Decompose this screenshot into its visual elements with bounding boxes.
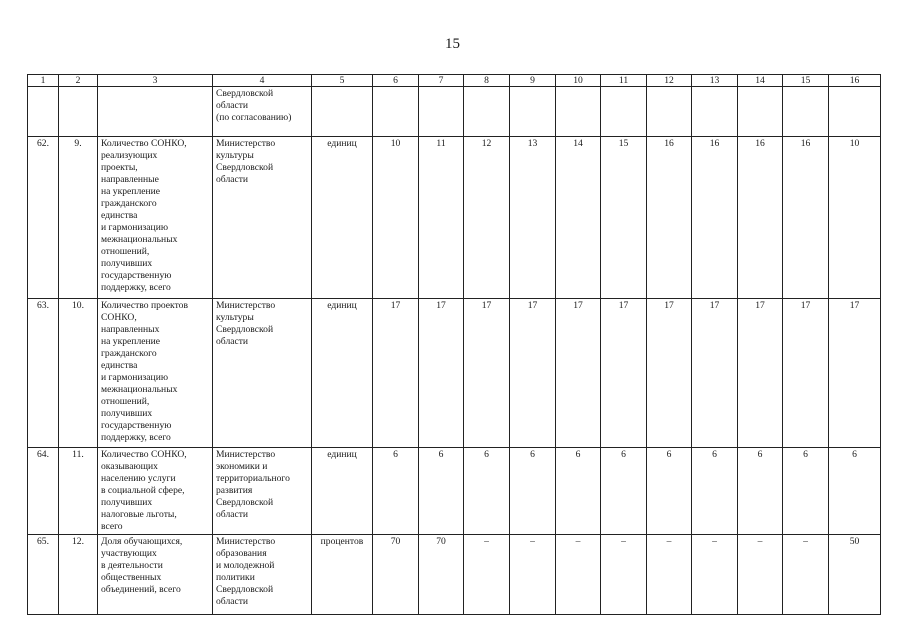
table-row xyxy=(28,137,881,299)
column-number-header: 14 xyxy=(738,75,783,87)
cell-name: Доля обучающихся, участвующих в деятельности общественных объединений, всего xyxy=(98,535,213,615)
cell-value: 15 xyxy=(601,137,647,299)
cell-value xyxy=(647,87,692,137)
cell-value: 17 xyxy=(419,299,464,448)
cell-value xyxy=(738,87,783,137)
cell-value: 17 xyxy=(647,299,692,448)
cell-value: – xyxy=(601,535,647,615)
column-number-header: 8 xyxy=(464,75,510,87)
cell-value: – xyxy=(464,535,510,615)
column-number-header: 10 xyxy=(556,75,601,87)
column-number-header: 11 xyxy=(601,75,647,87)
column-number-header: 12 xyxy=(647,75,692,87)
cell-value xyxy=(464,87,510,137)
column-number-header: 5 xyxy=(312,75,373,87)
cell-num: 64. xyxy=(28,448,59,535)
cell-num: 63. xyxy=(28,299,59,448)
cell-value: 6 xyxy=(464,448,510,535)
cell-responsible: Министерство культуры Свердловской области xyxy=(213,299,312,448)
cell-value: 12 xyxy=(464,137,510,299)
cell-num: 62. xyxy=(28,137,59,299)
column-number-header: 13 xyxy=(692,75,738,87)
cell-value: 6 xyxy=(647,448,692,535)
cell-value: 14 xyxy=(556,137,601,299)
cell-value: – xyxy=(738,535,783,615)
table-body xyxy=(28,75,881,615)
cell-value: 17 xyxy=(783,299,829,448)
column-number-header: 16 xyxy=(829,75,881,87)
column-number-header: 9 xyxy=(510,75,556,87)
cell-value: 16 xyxy=(692,137,738,299)
cell-value: 16 xyxy=(647,137,692,299)
column-number-header: 2 xyxy=(59,75,98,87)
cell-value xyxy=(783,87,829,137)
cell-num xyxy=(28,87,59,137)
cell-value: 11 xyxy=(419,137,464,299)
cell-value xyxy=(692,87,738,137)
cell-unit: единиц xyxy=(312,448,373,535)
cell-value: 6 xyxy=(510,448,556,535)
cell-name: Количество СОНКО, оказывающих населению услуги в социальной сфере, получивших налоговые льготы, всего xyxy=(98,448,213,535)
cell-value xyxy=(829,87,881,137)
cell-idx xyxy=(59,87,98,137)
cell-value: 13 xyxy=(510,137,556,299)
cell-idx: 12. xyxy=(59,535,98,615)
indicators-table xyxy=(27,74,881,615)
cell-value: 50 xyxy=(829,535,881,615)
cell-value: 6 xyxy=(419,448,464,535)
cell-value: – xyxy=(556,535,601,615)
continuation-row xyxy=(28,87,881,137)
cell-value: 6 xyxy=(556,448,601,535)
cell-value: 17 xyxy=(829,299,881,448)
cell-value xyxy=(373,87,419,137)
cell-value: 10 xyxy=(829,137,881,299)
cell-unit: единиц xyxy=(312,137,373,299)
cell-value: 70 xyxy=(373,535,419,615)
cell-value: – xyxy=(692,535,738,615)
cell-value: 17 xyxy=(692,299,738,448)
cell-value: 17 xyxy=(738,299,783,448)
cell-value xyxy=(601,87,647,137)
cell-value: 17 xyxy=(464,299,510,448)
cell-value xyxy=(556,87,601,137)
cell-responsible: Министерство образования и молодежной политики Свердловской области xyxy=(213,535,312,615)
column-number-header: 15 xyxy=(783,75,829,87)
cell-value: 16 xyxy=(738,137,783,299)
column-number-header: 6 xyxy=(373,75,419,87)
table-row xyxy=(28,535,881,615)
cell-value xyxy=(510,87,556,137)
cell-value: 17 xyxy=(373,299,419,448)
column-number-header: 4 xyxy=(213,75,312,87)
column-number-header: 7 xyxy=(419,75,464,87)
cell-idx: 10. xyxy=(59,299,98,448)
cell-value: 17 xyxy=(510,299,556,448)
cell-idx: 11. xyxy=(59,448,98,535)
cell-value: 16 xyxy=(783,137,829,299)
cell-responsible: Свердловской области (по согласованию) xyxy=(213,87,312,137)
cell-value: 10 xyxy=(373,137,419,299)
table-row xyxy=(28,299,881,448)
cell-value: 6 xyxy=(601,448,647,535)
cell-num: 65. xyxy=(28,535,59,615)
cell-idx: 9. xyxy=(59,137,98,299)
cell-value: 17 xyxy=(556,299,601,448)
cell-value xyxy=(419,87,464,137)
page-number: 15 xyxy=(445,36,460,52)
cell-value: – xyxy=(510,535,556,615)
cell-responsible: Министерство экономики и территориального развития Свердловской области xyxy=(213,448,312,535)
cell-value: 6 xyxy=(373,448,419,535)
cell-responsible: Министерство культуры Свердловской области xyxy=(213,137,312,299)
column-number-header: 1 xyxy=(28,75,59,87)
column-number-header-row xyxy=(28,75,881,87)
cell-value: 6 xyxy=(829,448,881,535)
cell-value: 6 xyxy=(738,448,783,535)
cell-value: 6 xyxy=(692,448,738,535)
cell-unit: единиц xyxy=(312,299,373,448)
table-row xyxy=(28,448,881,535)
column-number-header: 3 xyxy=(98,75,213,87)
cell-value: 70 xyxy=(419,535,464,615)
cell-value: 6 xyxy=(783,448,829,535)
cell-name: Количество проектов СОНКО, направленных на укрепление гражданского единства и гармонизацию межнациональных отношений, получивших государственную поддержку, всего xyxy=(98,299,213,448)
cell-unit: процентов xyxy=(312,535,373,615)
cell-value: – xyxy=(783,535,829,615)
cell-name: Количество СОНКО, реализующих проекты, направленные на укрепление гражданского единства и гармонизацию межнациональных отношений, получивших государственную поддержку, всего xyxy=(98,137,213,299)
cell-value: 17 xyxy=(601,299,647,448)
cell-value: – xyxy=(647,535,692,615)
cell-name xyxy=(98,87,213,137)
cell-unit xyxy=(312,87,373,137)
